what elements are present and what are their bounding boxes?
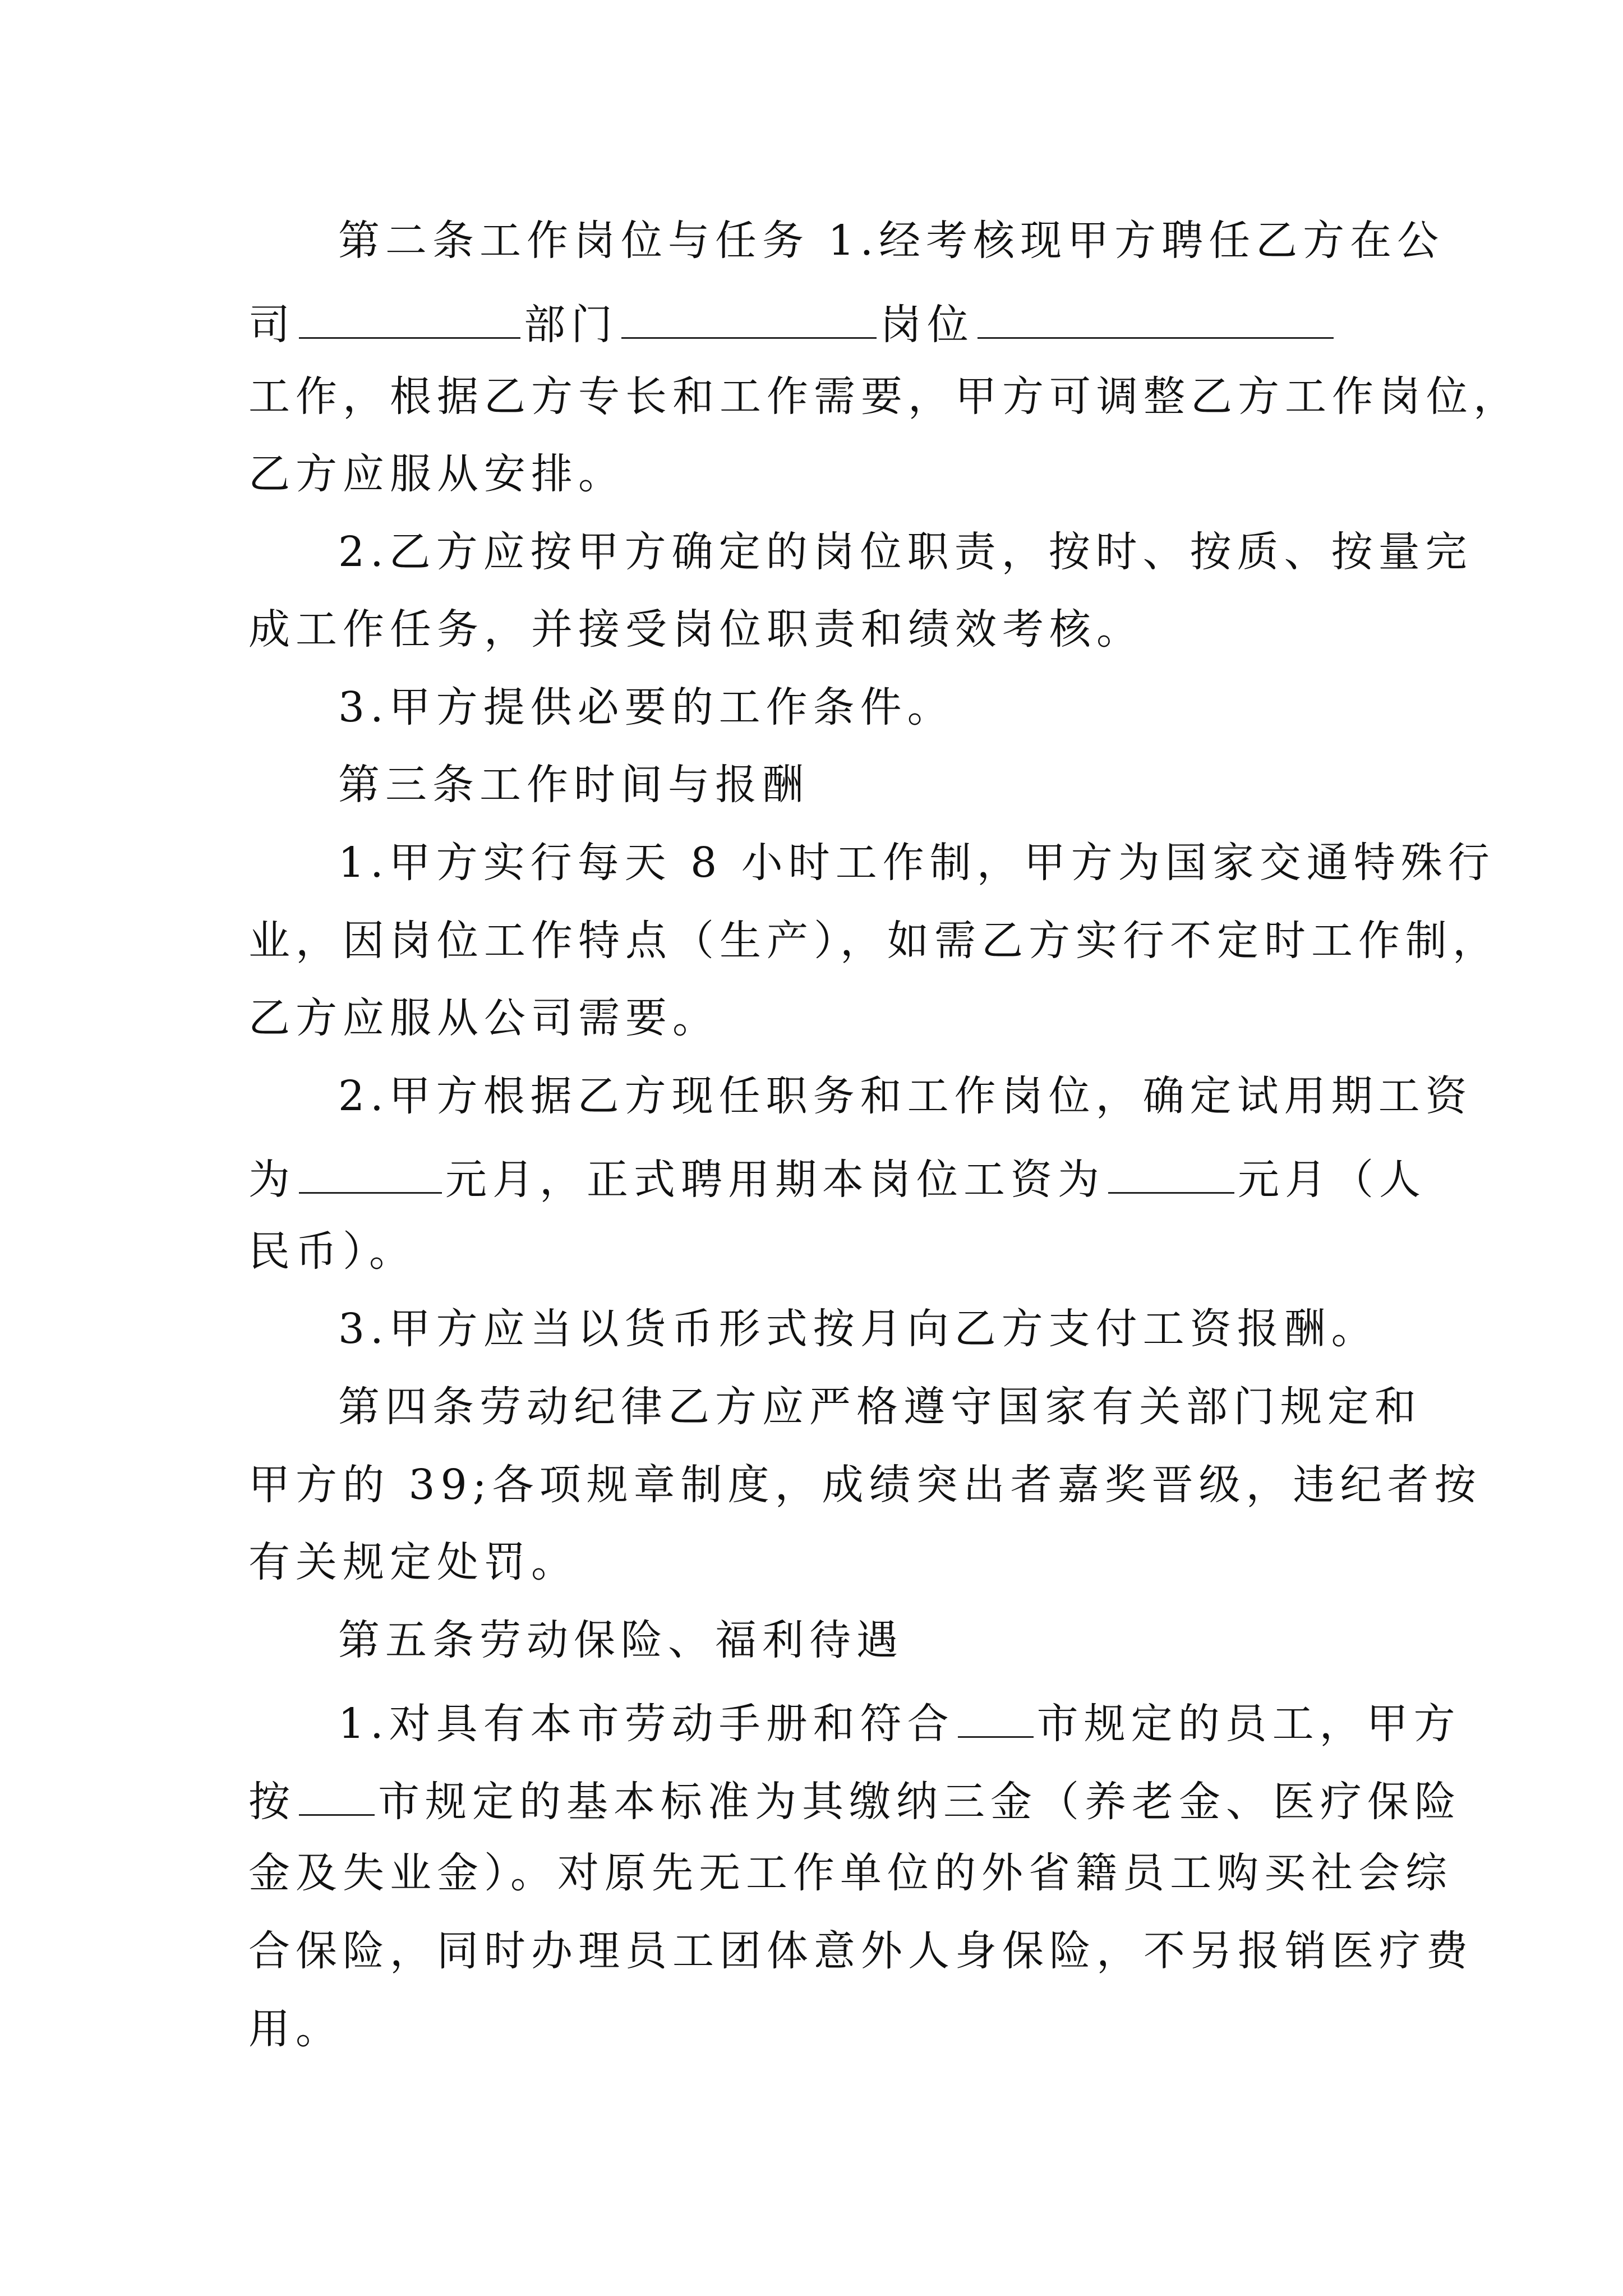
text: 第五条劳动保险、福利待遇 [338, 1616, 903, 1664]
article-4-line-3 [248, 1538, 1387, 1586]
article-3-item-2-line-3 [248, 1227, 1387, 1276]
article-3-item-2-line-1 [338, 1072, 1473, 1120]
text: 为 [248, 1156, 296, 1204]
text: 按 [248, 1778, 296, 1826]
blank-department [621, 298, 877, 339]
article-5-item-1-line-3 [248, 1849, 1453, 1897]
text: 工作，根据乙方专长和工作需要，甲方可调整乙方工作岗位， [248, 372, 1520, 421]
blank-city [958, 1697, 1034, 1738]
article-5-item-1-line-2 [248, 1775, 1461, 1826]
text: 2.乙方应按甲方确定的岗位职责，按时、按质、按量完 [338, 528, 1473, 576]
text: 司 [248, 301, 296, 349]
text: 1.对具有本市劳动手册和符合 [338, 1700, 955, 1748]
blank-city-2 [299, 1775, 375, 1816]
blank-company [299, 298, 520, 339]
article-2-item-2-line-2 [248, 605, 1387, 654]
blank-position [978, 298, 1334, 339]
article-3-item-1-line-1 [338, 839, 1495, 887]
text: 市规定的员工，甲方 [1036, 1700, 1461, 1748]
text: 3.甲方应当以货币形式按月向乙方支付工资报酬。 [338, 1305, 1378, 1353]
text: 第四条劳动纪律乙方应严格遵守国家有关部门规定和 [338, 1383, 1422, 1431]
article-3-item-1-line-3 [248, 994, 1387, 1042]
text: 岗位 [880, 301, 974, 349]
text: 业，因岗位工作特点（生产），如需乙方实行不定时工作制， [248, 917, 1500, 965]
article-2-item-3 [338, 683, 1387, 731]
text: 元月（人 [1238, 1156, 1426, 1204]
article-2-line-2 [248, 298, 1387, 349]
text: 用。 [248, 2005, 343, 2053]
article-3-item-2-line-2 [248, 1153, 1426, 1204]
text: 部门 [524, 301, 618, 349]
text: 甲方的 39;各项规章制度，成绩突出者嘉奖晋级，违纪者按 [248, 1461, 1482, 1509]
text: 元月，正式聘用期本岗位工资为 [445, 1156, 1105, 1204]
article-5-heading [338, 1616, 1387, 1664]
blank-probation-salary [299, 1153, 442, 1194]
text: 3.甲方提供必要的工作条件。 [338, 683, 955, 731]
text: 第三条工作时间与报酬 [338, 761, 809, 809]
text: 第二条工作岗位与任务 1.经考核现甲方聘任乙方在公 [338, 217, 1445, 265]
text: 1.甲方实行每天 8 小时工作制，甲方为国家交通特殊行 [338, 839, 1495, 887]
article-2-line-4 [248, 450, 1387, 498]
article-3-heading [338, 761, 1387, 809]
article-5-item-1-line-4 [248, 1927, 1473, 1975]
text: 有关规定处罚。 [248, 1538, 578, 1586]
article-3-item-3 [338, 1305, 1387, 1353]
text: 金及失业金）。对原先无工作单位的外省籍员工购买社会综 [248, 1849, 1453, 1897]
article-2-line-1 [338, 217, 1445, 265]
blank-formal-salary [1108, 1153, 1234, 1194]
text: 成工作任务，并接受岗位职责和绩效考核。 [248, 605, 1144, 654]
text: 2.甲方根据乙方现任职务和工作岗位，确定试用期工资 [338, 1072, 1473, 1120]
article-3-item-1-line-2 [248, 917, 1500, 965]
text: 合保险，同时办理员工团体意外人身保险，不另报销医疗费 [248, 1927, 1473, 1975]
article-5-item-1-line-1 [338, 1697, 1461, 1748]
text: 民币）。 [248, 1227, 416, 1276]
text: 乙方应服从安排。 [248, 450, 625, 498]
text: 市规定的基本标准为其缴纳三金（养老金、医疗保险 [378, 1778, 1461, 1826]
article-4-line-1 [338, 1383, 1422, 1431]
article-2-line-3 [248, 372, 1520, 421]
article-4-line-2 [248, 1461, 1482, 1509]
article-2-item-2-line-1 [338, 528, 1473, 576]
text: 乙方应服从公司需要。 [248, 994, 720, 1042]
article-5-item-1-line-5 [248, 2005, 1387, 2053]
